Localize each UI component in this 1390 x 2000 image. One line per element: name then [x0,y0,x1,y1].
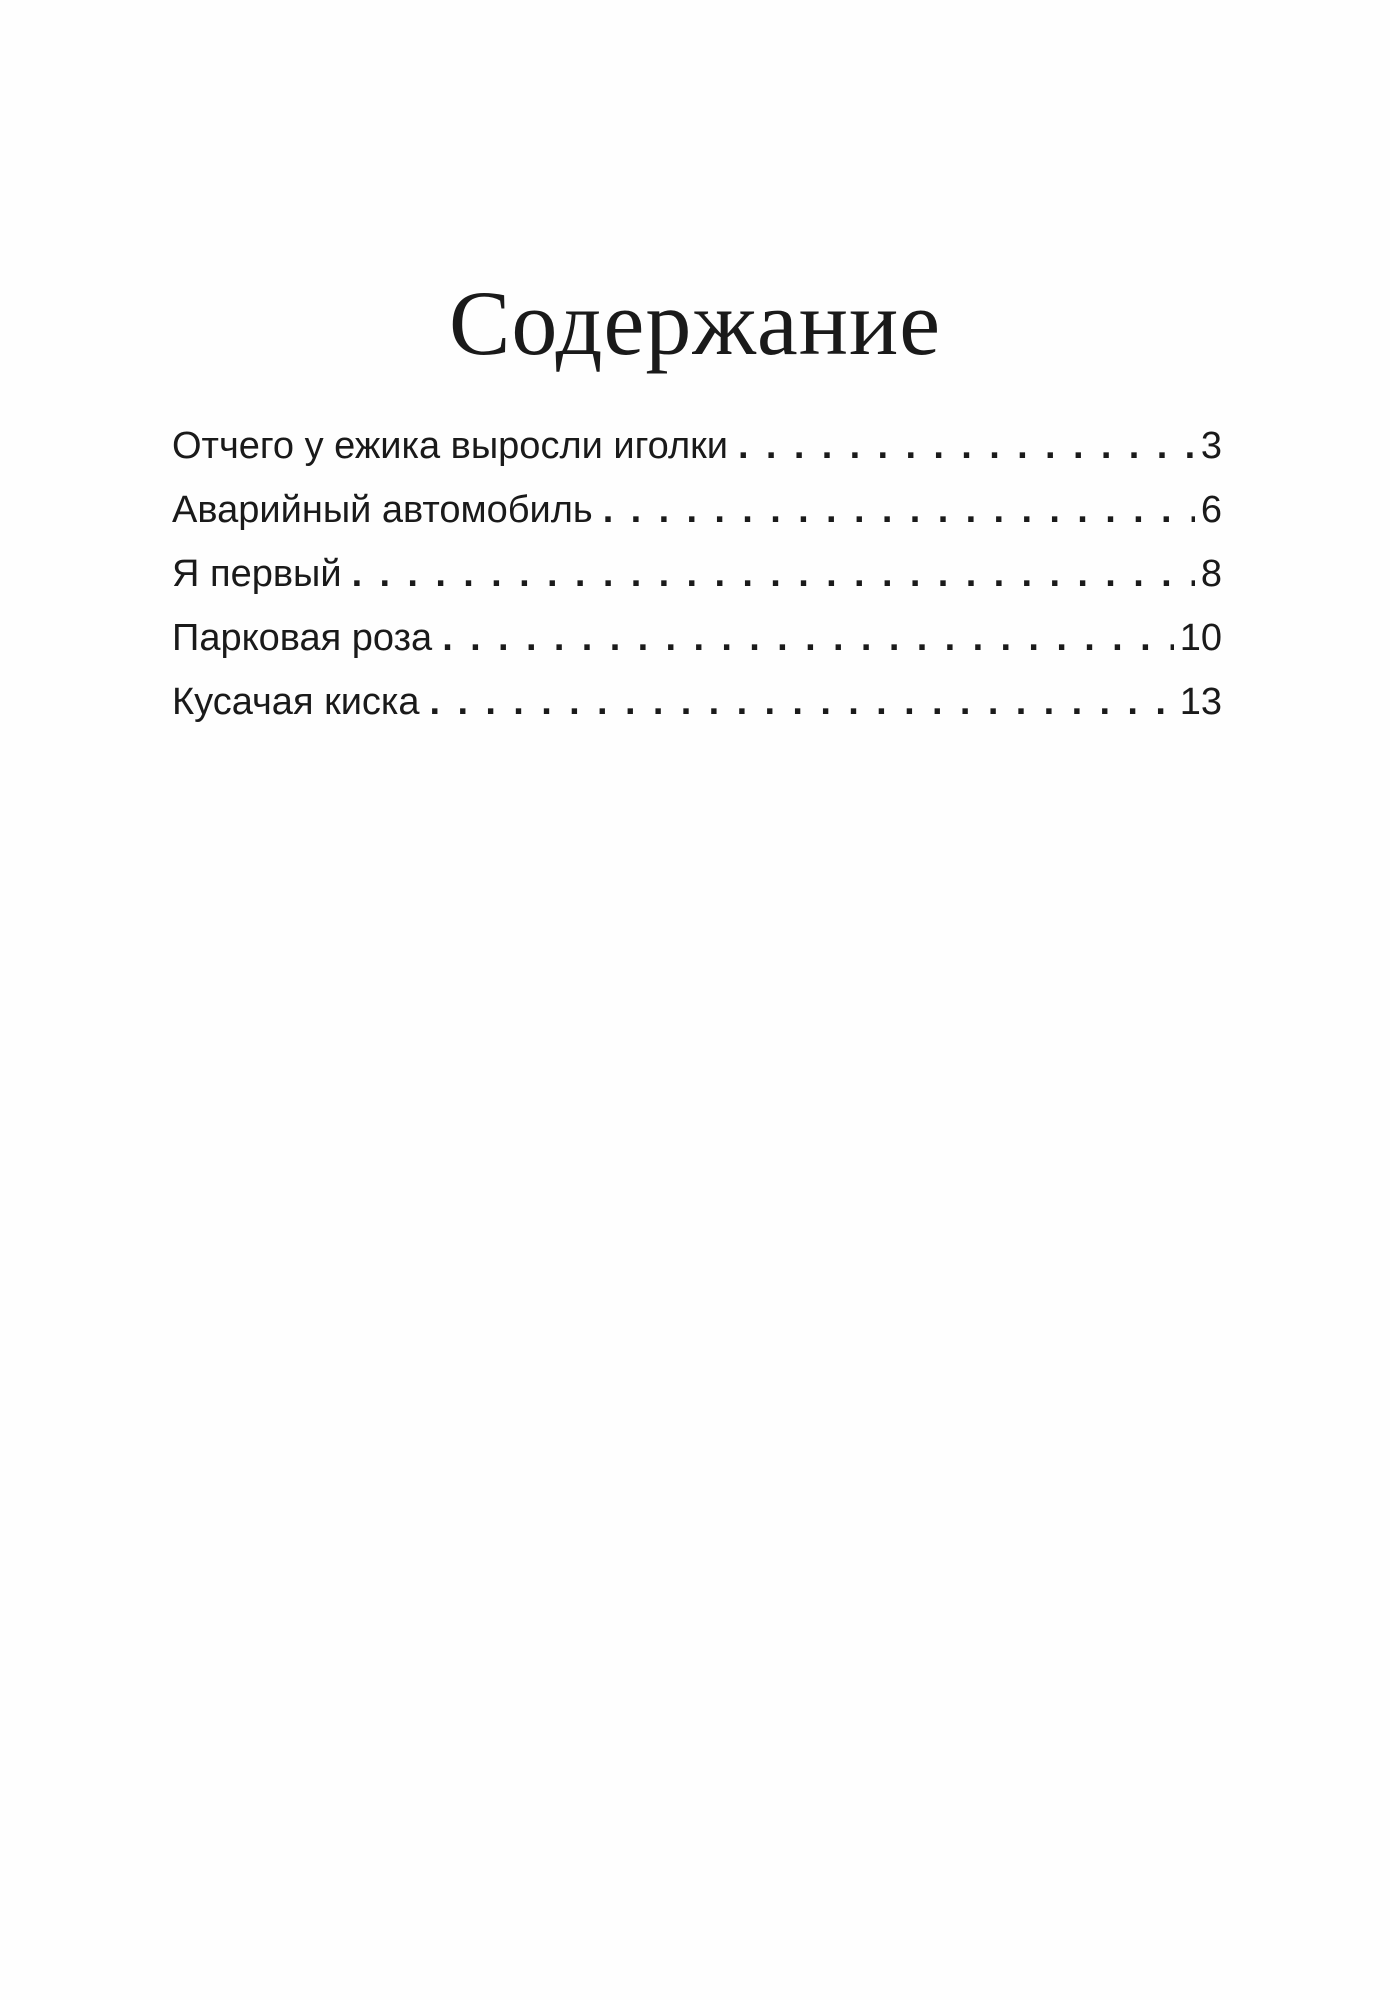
toc-entry-page: 10 [1179,617,1222,659]
toc-dot-leader [352,542,1195,606]
toc-entry-page: 13 [1179,681,1222,723]
toc-entry-title: Отчего у ежика выросли иголки [172,425,728,467]
toc-entry-title: Кусачая киска [172,681,420,723]
toc-dot-leader [603,478,1195,542]
toc-entry [172,606,1222,670]
toc-entry-page: 3 [1200,425,1222,467]
toc-entry [172,670,1222,734]
table-of-contents [172,414,1222,734]
toc-dot-leader [442,606,1174,670]
toc-entry-page: 8 [1200,553,1222,595]
toc-entry [172,542,1222,606]
toc-dot-leader [738,414,1195,478]
page-title: Содержание [448,272,942,374]
toc-entry-title: Аварийный автомобиль [172,489,593,531]
toc-entry [172,478,1222,542]
toc-entry-page: 6 [1200,489,1222,531]
toc-dot-leader [430,670,1174,734]
toc-entry [172,414,1222,478]
toc-entry-title: Парковая роза [172,617,433,659]
toc-entry-title: Я первый [172,553,342,595]
